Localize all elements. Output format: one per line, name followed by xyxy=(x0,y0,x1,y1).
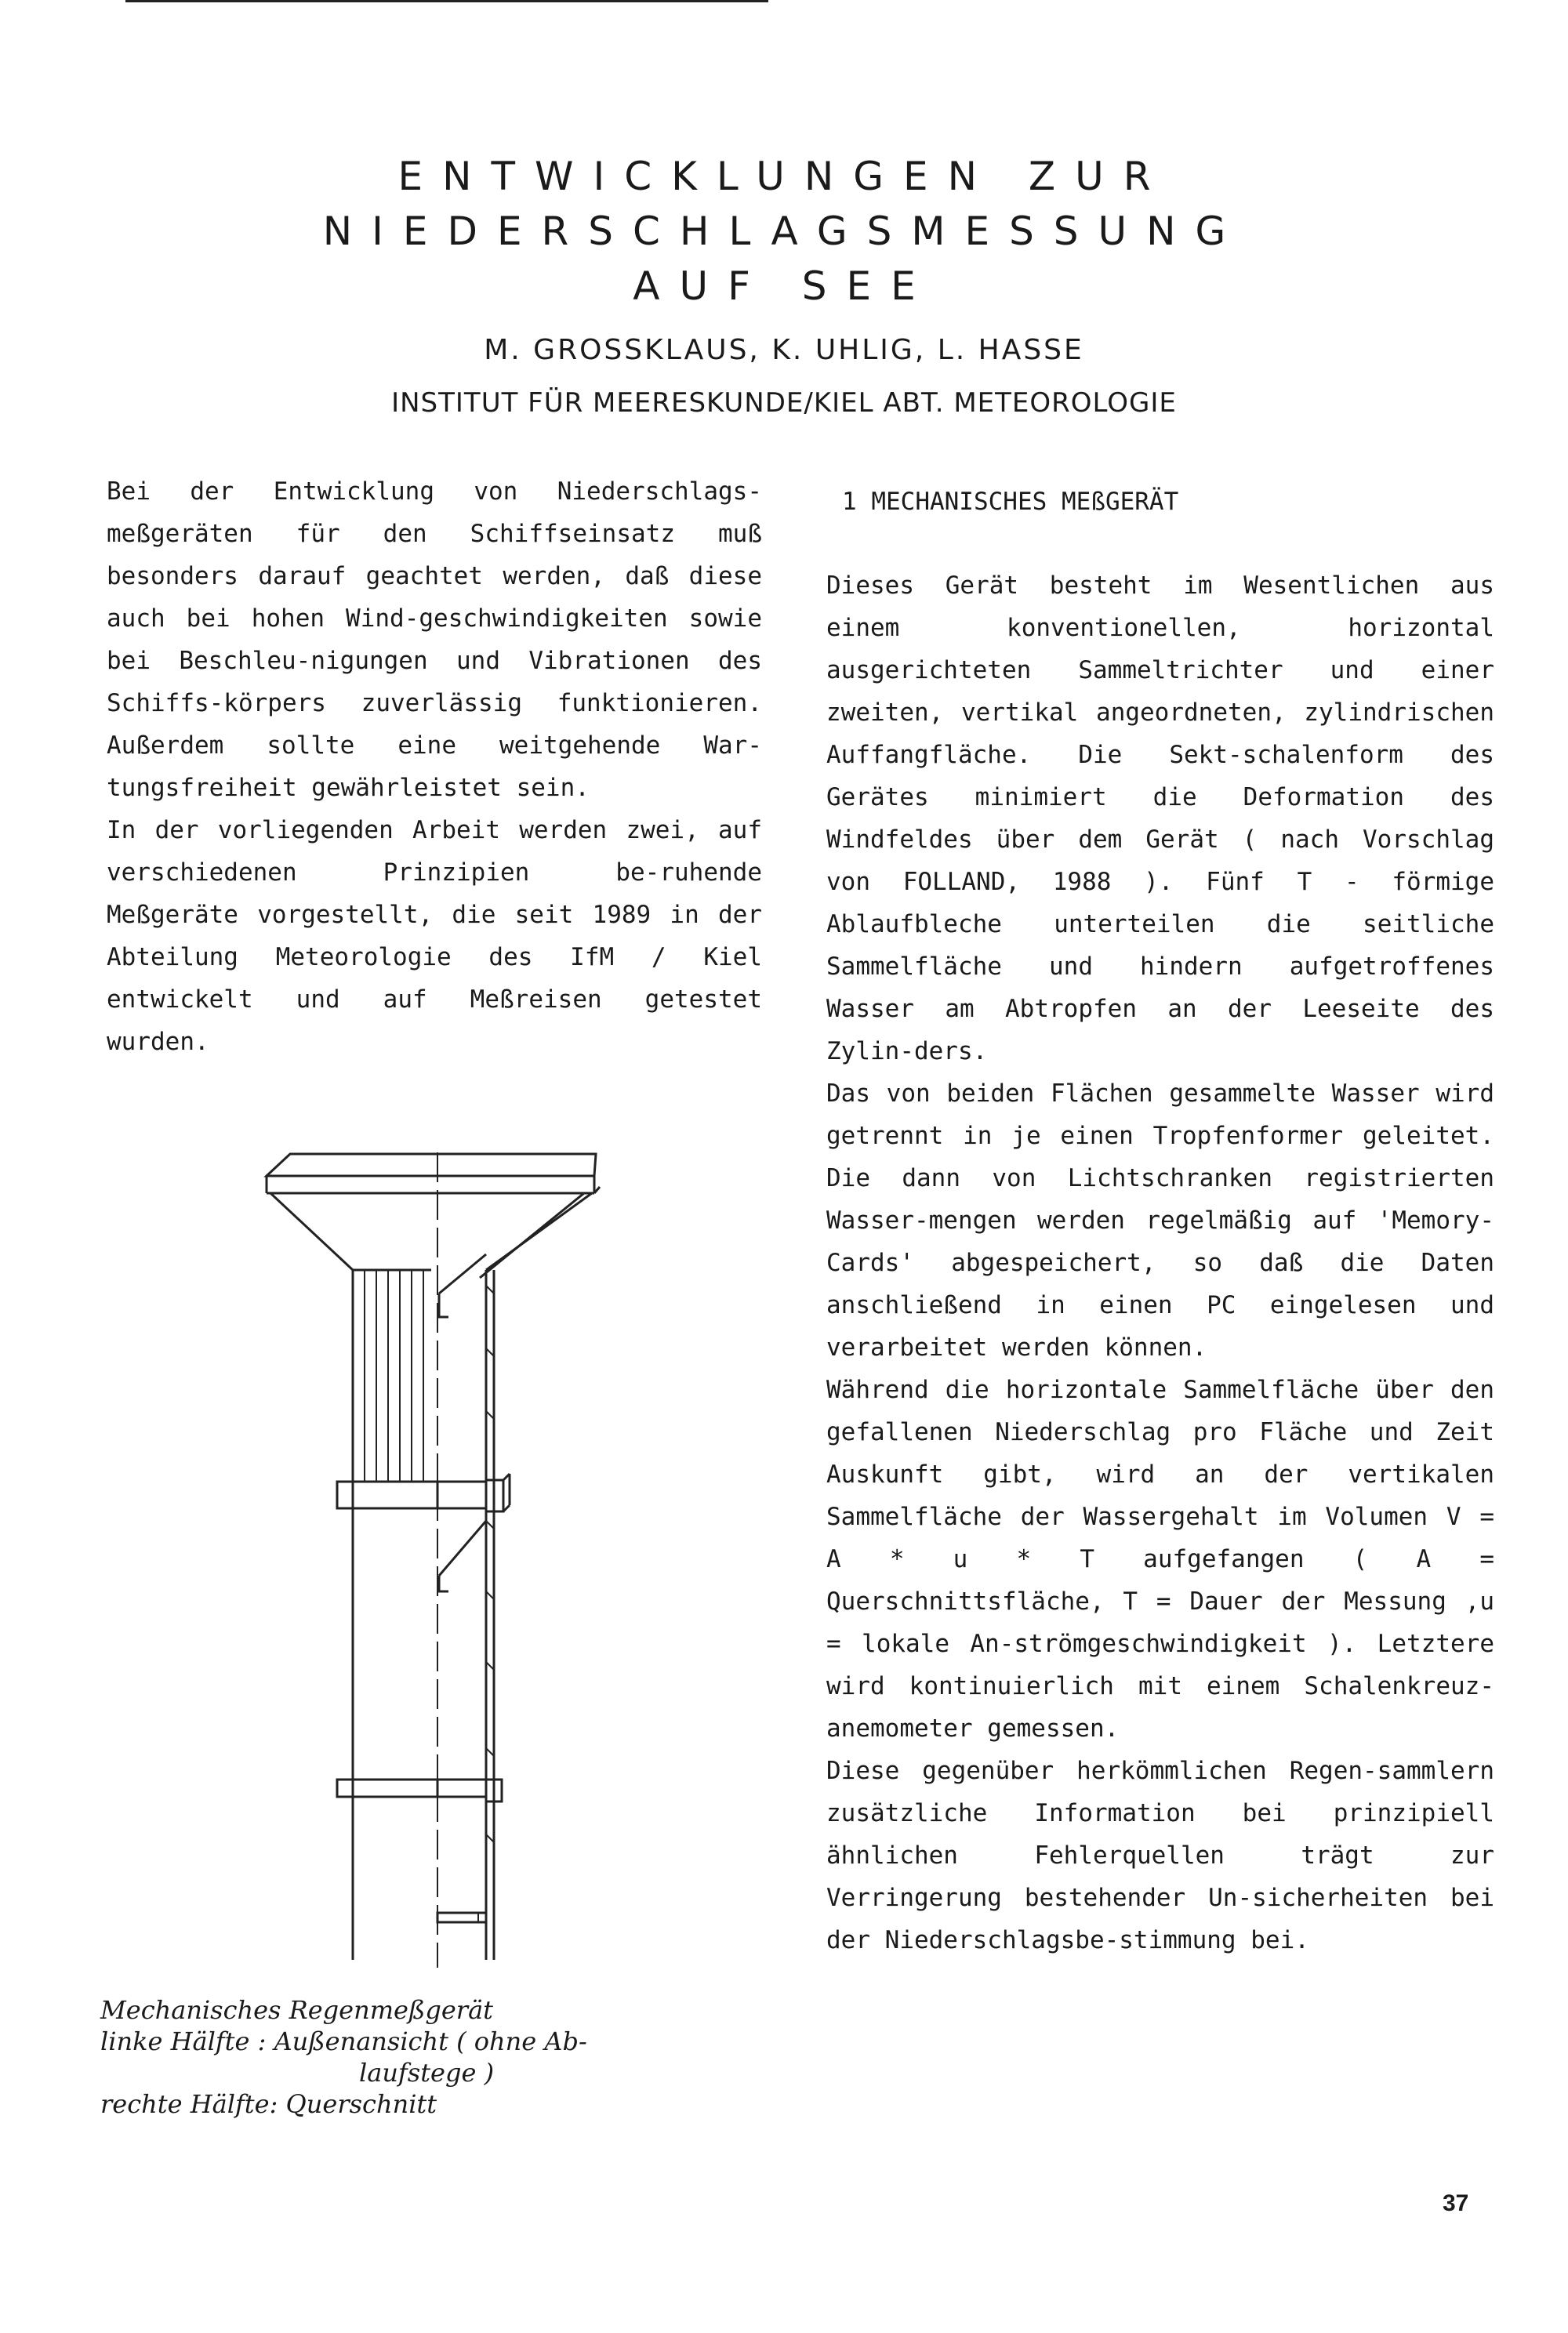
top-rule xyxy=(125,0,768,2)
right-paragraph-3: Während die horizontale Sammelfläche über den gefallenen Niederschlag pro Fläche und Zeit Auskunft gibt, wird an der vertikalen Sammelfläche der Wassergehalt im Volumen V = A * u * T aufgefangen ( A = Querschnittsfläche, T = Dauer der Messung ,u = lokale An-strömgeschwindigkeit ). Letztere wird kontinuierlich mit einem Schalenkreuz-anemometer gemessen. xyxy=(826,1376,1494,1743)
caption-line-4: rechte Hälfte: Querschnitt xyxy=(100,2089,437,2119)
right-paragraph-2: Das von beiden Flächen gesammelte Wasser wird getrennt in je einen Tropfenformer geleitet. Die dann von Lichtschranken registrierten Wasser-mengen werden regelmäßig auf 'Memory-Cards' abgespeichert, so daß die Daten anschließend in einen PC eingelesen und verarbeitet werden können. xyxy=(826,1079,1494,1362)
right-column xyxy=(826,564,1494,1961)
authors: M. GROSSKLAUS, K. UHLIG, L. HASSE xyxy=(484,334,1084,366)
right-paragraph-1: Dieses Gerät besteht im Wesentlichen aus einem konventionellen, horizontal ausgerichteten Sammeltrichter und einer zweiten, vertikal angeordneten, zylindrischen Auffangfläche. Die Sekt-schalenform des Gerätes minimiert die Deformation des Windfeldes über dem Gerät ( nach Vorschlag von FOLLAND, 1988 ). Fünf T - förmige Ablaufbleche unterteilen die seitliche Sammelfläche und hindern aufgetroffenes Wasser am Abtropfen an der Leeseite des Zylin-ders. xyxy=(826,571,1494,1065)
left-column xyxy=(107,470,762,1063)
left-paragraph-1: Bei der Entwicklung von Niederschlags-meßgeräten für den Schiffseinsatz muß besonders darauf geachtet werden, daß diese auch bei hohen Wind-geschwindigkeiten sowie bei Beschleu-nigungen und Vibrationen des Schiffs-körpers zuverlässig funktionieren. Außerdem sollte eine weitgehende War-tungsfreiheit gewährleistet sein. xyxy=(107,477,762,802)
title-line-3: AUF SEE xyxy=(633,263,935,309)
institute: INSTITUT FÜR MEERESKUNDE/KIEL ABT. METEOROLOGIE xyxy=(391,387,1177,419)
title-line-2: NIEDERSCHLAGSMESSUNG xyxy=(322,209,1246,254)
right-paragraph-4: Diese gegenüber herkömmlichen Regen-sammlern zusätzliche Information bei prinzipiell ähnlichen Fehlerquellen trägt zur Verringerung bestehender Un-sicherheiten bei der Niederschlagsbe-stimmung bei. xyxy=(826,1757,1494,1954)
rain-gauge-drawing-icon xyxy=(251,1152,619,1968)
caption-line-1: Mechanisches Regenmeßgerät xyxy=(100,1995,494,2025)
figure-caption xyxy=(100,1994,759,2120)
caption-line-3: laufstege ) xyxy=(359,2058,495,2088)
title-line-1: ENTWICKLUNGEN ZUR xyxy=(397,154,1171,199)
section-heading: 1 MECHANISCHES MEßGERÄT xyxy=(842,488,1179,516)
caption-line-2: linke Hälfte : Außenansicht ( ohne Ab- xyxy=(100,2026,587,2056)
left-paragraph-2: In der vorliegenden Arbeit werden zwei, auf verschiedenen Prinzipien be-ruhende Meßgeräte vorgestellt, die seit 1989 in der Abteilung Meteorologie des IfM / Kiel entwickelt und auf Meßreisen getestet wurden. xyxy=(107,816,762,1056)
page-number: 37 xyxy=(1443,2190,1469,2216)
